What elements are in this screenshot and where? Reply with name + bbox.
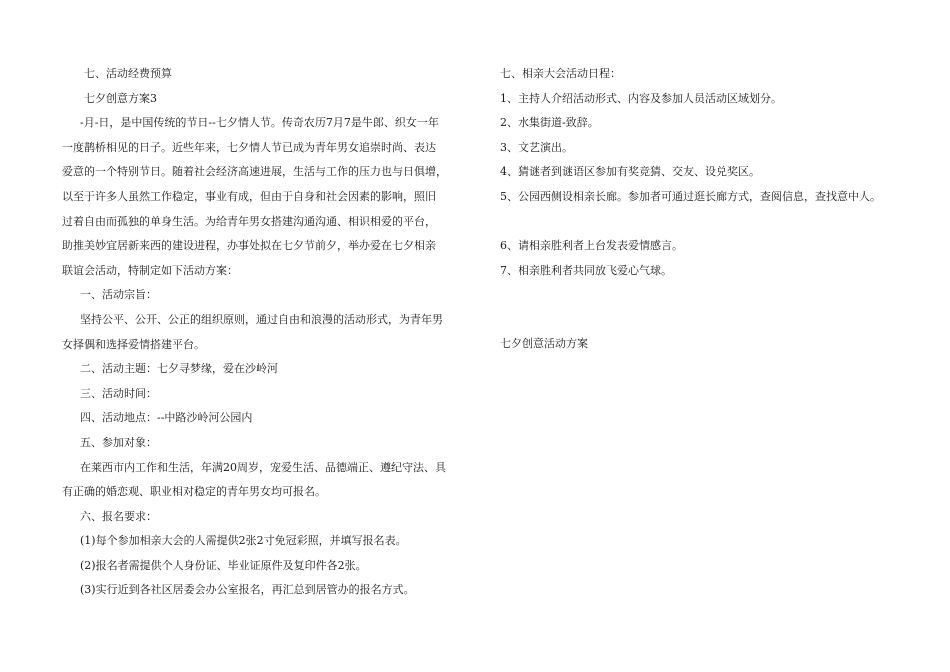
right-column — [500, 62, 900, 357]
blank-line — [500, 210, 900, 235]
intro-line: 以至于许多人虽然工作稳定，事业有成，但由于自身和社会因素的影响，照旧 — [62, 189, 436, 203]
purpose-heading: 一、活动宗旨： — [80, 288, 157, 302]
participants-heading: 五、参加对象： — [80, 435, 157, 449]
theme-line: 二、活动主题：七夕寻梦缘，爱在沙岭河 — [80, 362, 278, 376]
schedule-item: 6、请相亲胜利者上台发表爱情感言。 — [500, 239, 683, 253]
requirement-item: (2)报名者需提供个人身份证、毕业证原件及复印件各2张。 — [80, 558, 367, 572]
time-line: 三、活动时间： — [80, 386, 157, 400]
intro-line: 爱意的一个特别节日。随着社会经济高速进展，生活与工作的压力也与日俱增， — [62, 165, 447, 179]
schedule-item: 4、猜谜者到谜语区参加有奖竞猜、交友、设兑奖区。 — [500, 165, 760, 179]
intro-line: 助推美妙宜居新来西的建设进程，办事处拟在七夕节前夕，举办爱在七夕相亲 — [62, 239, 436, 253]
blank-space — [500, 283, 900, 332]
left-column — [62, 62, 467, 603]
plan-title: 七夕创意方案3 — [84, 91, 157, 105]
participants-text-line: 在莱西市内工作和生活，年满20周岁，宠爱生活、品德端正、遵纪守法、具 — [80, 460, 446, 474]
requirement-item: (1)每个参加相亲大会的人需提供2张2寸免冠彩照，并填写报名表。 — [80, 534, 407, 548]
intro-line: -月-日，是中国传统的节日--七夕情人节。传奇农历7月7是牛郎、织女一年 — [80, 116, 439, 130]
schedule-heading: 七、相亲大会活动日程： — [500, 67, 621, 80]
schedule-item: 7、相亲胜利者共同放飞爱心气球。 — [500, 263, 672, 277]
intro-line: 一度鹊桥相见的日子。近些年来，七夕情人节已成为青年男女追崇时尚、表达 — [62, 140, 436, 154]
schedule-item: 5、公园西侧设相亲长廊。参加者可通过逛长廊方式，查阅信息，查找意中人。 — [500, 189, 881, 203]
section-heading-budget: 七、活动经费预算 — [84, 67, 172, 80]
intro-line: 联谊会活动，特制定如下活动方案： — [62, 263, 238, 277]
purpose-text-line: 坚持公平、公开、公正的组织原则，通过自由和浪漫的活动形式，为青年男 — [80, 312, 443, 326]
requirement-item: (3)实行近到各社区居委会办公室报名，再汇总到居管办的报名方式。 — [80, 583, 415, 597]
schedule-item: 3、文艺演出。 — [500, 140, 573, 154]
next-section-title: 七夕创意活动方案 — [500, 337, 588, 351]
schedule-item: 1、主持人介绍活动形式、内容及参加人员活动区域划分。 — [500, 91, 782, 105]
participants-text-line: 有正确的婚恋观、职业相对稳定的青年男女均可报名。 — [62, 485, 326, 499]
location-line: 四、活动地点：--中路沙岭河公园内 — [80, 411, 253, 425]
schedule-item: 2、水集街道-致辞。 — [500, 116, 599, 130]
intro-line: 过着自由而孤独的单身生活。为给青年男女搭建沟通沟通、相识相爱的平台， — [62, 214, 436, 228]
purpose-text-line: 女择偶和选择爱情搭建平台。 — [62, 337, 205, 351]
requirements-heading: 六、报名要求： — [80, 509, 157, 523]
